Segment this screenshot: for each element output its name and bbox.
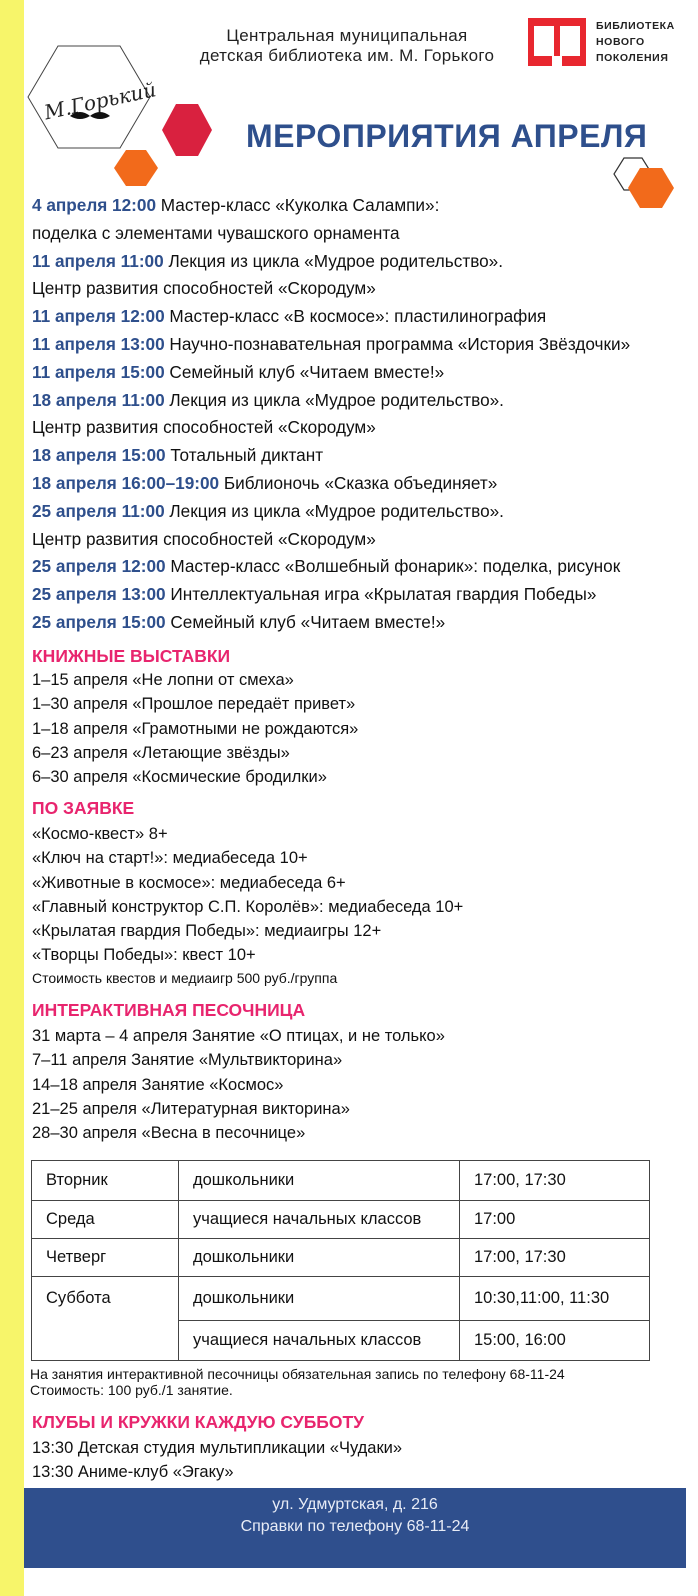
event-date: 4 апреля 12:00 (32, 195, 157, 215)
footer-address: ул. Удмуртская, д. 216 (272, 1496, 438, 1513)
list-item: «Ключ на старт!»: медиабеседа 10+ (32, 849, 308, 868)
event-text: Лекция из цикла «Мудрое родительство». (169, 500, 504, 521)
event-item (32, 414, 682, 442)
event-text: Мастер-класс «В космосе»: пластилинография (169, 306, 547, 327)
logo-signature: М.Горький (42, 77, 159, 125)
event-item (32, 303, 682, 331)
event-text: Тотальный диктант (170, 445, 324, 466)
red-hexagon (162, 104, 212, 156)
sandbox-title: ИНТЕРАКТИВНАЯ ПЕСОЧНИЦА (32, 1000, 306, 1020)
list-item: 21–25 апреля «Литературная викторина» (32, 1099, 350, 1118)
list-item: 13:30 Аниме-клуб «Эгаку» (32, 1463, 234, 1482)
event-date: 11 апреля 11:00 (32, 250, 164, 271)
orange-hexagon-left (114, 150, 158, 186)
book-exhibitions-title: КНИЖНЫЕ ВЫСТАВКИ (32, 646, 231, 666)
event-text: Мастер-класс «Волшебный фонарик»: поделка, рисунок (170, 556, 621, 577)
org-name (172, 26, 522, 66)
event-item (32, 609, 682, 637)
list-item: 13:30 Детская студия мультипликации «Чудаки» (32, 1439, 403, 1457)
event-text: Лекция из цикла «Мудрое родительство». (169, 389, 504, 410)
list-item: 7–11 апреля Занятие «Мультвикторина» (32, 1051, 343, 1070)
sandbox-schedule-table (31, 1160, 650, 1361)
schedule-group: дошкольники (179, 1239, 460, 1277)
schedule-time: 10:30,11:00, 11:30 (460, 1277, 650, 1321)
event-text: Семейный клуб «Читаем вместе!» (170, 611, 446, 632)
event-item (32, 387, 682, 415)
sandbox-note (30, 1366, 565, 1398)
event-date: 25 апреля 12:00 (32, 556, 166, 577)
event-text: поделка с элементами чувашского орнамента (32, 222, 400, 243)
event-item (32, 442, 682, 470)
event-date: 18 апреля 16:00–19:00 (32, 472, 220, 493)
list-item: «Космо-квест» 8+ (32, 825, 168, 843)
schedule-day: Вторник (32, 1161, 179, 1201)
schedule-group: дошкольники (179, 1161, 460, 1201)
book-exhibitions-list (32, 668, 682, 789)
event-item (32, 275, 682, 303)
event-date: 11 апреля 13:00 (32, 333, 165, 354)
logo-text-line3: ПОКОЛЕНИЯ (596, 52, 669, 64)
list-item: 6–30 апреля «Космические бродилки» (32, 768, 327, 787)
event-text: Семейный клуб «Читаем вместе!» (169, 361, 445, 382)
event-item (32, 470, 682, 498)
list-item: 1–30 апреля «Прошлое передаёт привет» (32, 695, 356, 714)
event-item (32, 581, 682, 609)
list-item: 1–18 апреля «Грамотными не рождаются» (32, 719, 359, 738)
library-logo (526, 16, 686, 70)
schedule-time: 17:00 (460, 1201, 650, 1239)
schedule-time: 17:00, 17:30 (460, 1239, 650, 1277)
on-request-note: Стоимость квестов и медиаигр 500 руб./группа (32, 969, 338, 986)
list-item: «Главный конструктор С.П. Королёв»: медиабеседа 10+ (32, 897, 464, 916)
table-row (32, 1161, 650, 1201)
event-date: 11 апреля 12:00 (32, 306, 165, 327)
event-text: Мастер-класс «Куколка Салампи»: (160, 195, 440, 215)
event-text: Центр развития способностей «Скородум» (32, 417, 376, 438)
side-yellow-bar (0, 0, 24, 1596)
page-title: МЕРОПРИЯТИЯ АПРЕЛЯ (246, 118, 648, 154)
event-date: 25 апреля 13:00 (32, 584, 166, 605)
event-item (32, 248, 682, 276)
schedule-time: 17:00, 17:30 (460, 1161, 650, 1201)
schedule-time: 15:00, 16:00 (460, 1321, 650, 1361)
table-row (32, 1201, 650, 1239)
event-text: Лекция из цикла «Мудрое родительство». (168, 250, 504, 271)
event-date: 25 апреля 15:00 (32, 611, 166, 632)
list-item: 28–30 апреля «Весна в песочнице» (32, 1124, 306, 1143)
list-item: «Крылатая гвардия Победы»: медиаигры 12+ (32, 922, 382, 941)
event-date: 18 апреля 15:00 (32, 445, 166, 466)
list-item: 6–23 апреля «Летающие звёзды» (32, 743, 290, 762)
event-item (32, 498, 682, 526)
org-name-line2: детская библиотека им. М. Горького (199, 46, 495, 65)
schedule-group: учащиеся начальных классов (179, 1201, 460, 1239)
event-item (32, 220, 682, 248)
event-date: 25 апреля 11:00 (32, 500, 165, 521)
event-item (32, 359, 682, 387)
logo-text-line2: НОВОГО (596, 36, 645, 48)
logo-text-line1: БИБЛИОТЕКА (596, 20, 675, 32)
list-item: «Творцы Победы»: квест 10+ (32, 946, 256, 965)
schedule-group: учащиеся начальных классов (179, 1321, 460, 1361)
clubs-title: КЛУБЫ И КРУЖКИ КАЖДУЮ СУББОТУ (32, 1412, 365, 1432)
book-logo-icon (526, 16, 588, 68)
on-request-list (32, 822, 682, 988)
event-item (32, 526, 682, 554)
event-item (32, 192, 682, 220)
table-row (32, 1239, 650, 1277)
event-item (32, 553, 682, 581)
sandbox-note-line1: На занятия интерактивной песочницы обязательная запись по телефону 68-11-24 (30, 1366, 565, 1382)
footer (24, 1488, 686, 1568)
table-row (32, 1277, 650, 1321)
schedule-group: дошкольники (179, 1277, 460, 1321)
event-item (32, 331, 682, 359)
schedule-day: Суббота (32, 1277, 179, 1361)
event-text: Научно-познавательная программа «История Звёздочки» (169, 333, 631, 354)
events-list (32, 192, 682, 637)
event-text: Центр развития способностей «Скородум» (32, 528, 376, 549)
schedule-day: Среда (32, 1201, 179, 1239)
event-date: 11 апреля 15:00 (32, 361, 165, 382)
sandbox-list (32, 1024, 682, 1145)
event-text: Библионочь «Сказка объединяет» (223, 472, 498, 493)
footer-phone: Справки по телефону 68-11-24 (240, 1518, 470, 1535)
org-name-line1: Центральная муниципальная (226, 26, 468, 45)
clubs-list (32, 1436, 682, 1485)
library-logo-text (596, 18, 675, 66)
schedule-day: Четверг (32, 1239, 179, 1277)
list-item: «Животные в космосе»: медиабеседа 6+ (32, 873, 346, 892)
event-date: 18 апреля 11:00 (32, 389, 165, 410)
list-item: 31 марта – 4 апреля Занятие «О птицах, и не только» (32, 1027, 445, 1045)
list-item: 1–15 апреля «Не лопни от смеха» (32, 671, 294, 689)
list-item: 14–18 апреля Занятие «Космос» (32, 1075, 284, 1094)
event-text: Интеллектуальная игра «Крылатая гвардия Победы» (170, 584, 597, 605)
event-text: Центр развития способностей «Скородум» (32, 278, 376, 299)
on-request-title: ПО ЗАЯВКЕ (32, 798, 135, 818)
sandbox-note-line2: Стоимость: 100 руб./1 занятие. (30, 1382, 233, 1398)
